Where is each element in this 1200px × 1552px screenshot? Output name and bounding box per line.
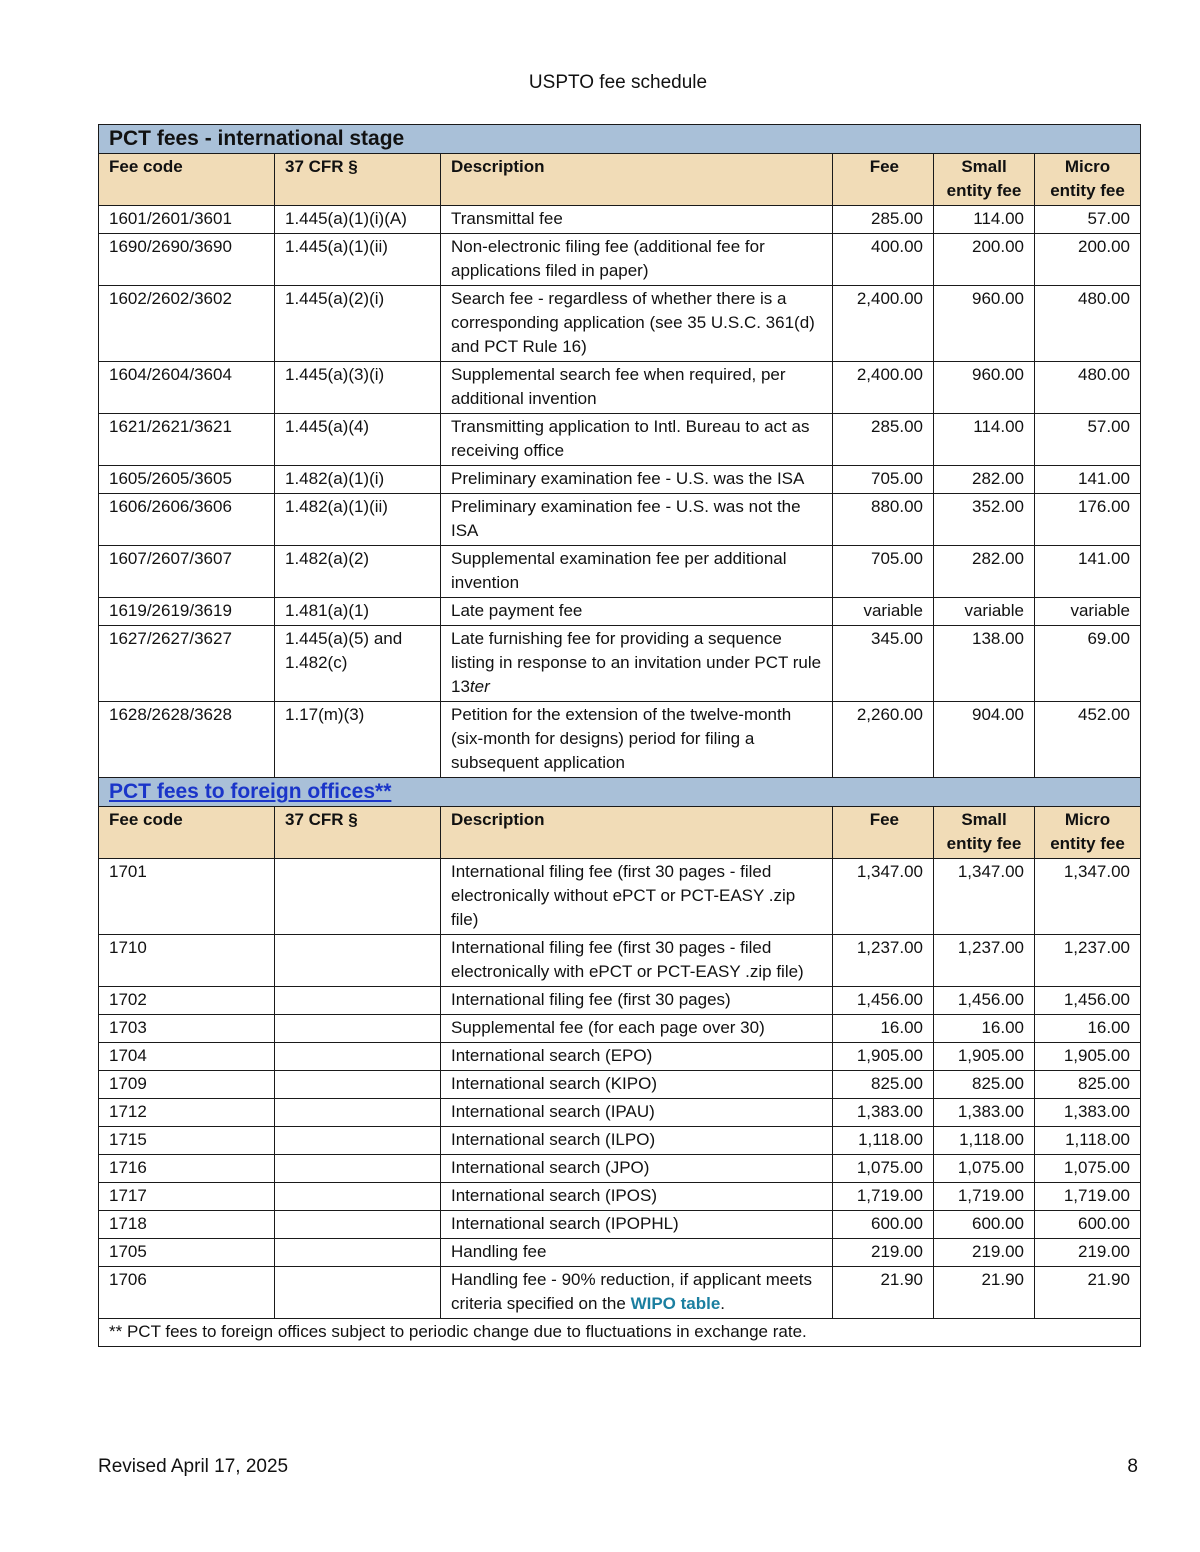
page-number: 8	[1127, 1456, 1138, 1477]
fee-table	[98, 124, 1141, 1347]
cell-fee-code: 1702	[99, 987, 275, 1015]
cell-micro-entity-fee: 1,237.00	[1035, 935, 1141, 987]
table-row	[99, 626, 1141, 702]
cell-small-entity-fee: 138.00	[934, 626, 1035, 702]
cell-micro-entity-fee: variable	[1035, 598, 1141, 626]
cell-cfr	[275, 1267, 441, 1319]
cell-micro-entity-fee: 1,719.00	[1035, 1183, 1141, 1211]
cell-micro-entity-fee: 21.90	[1035, 1267, 1141, 1319]
cell-description: Search fee - regardless of whether there is a corresponding application (see 35 U.S.C. 361(d) and PCT Rule 16)	[441, 286, 833, 362]
cell-small-entity-fee: 352.00	[934, 494, 1035, 546]
cell-fee: 21.90	[833, 1267, 934, 1319]
cell-small-entity-fee: 1,075.00	[934, 1155, 1035, 1183]
cell-description: International search (IPOPHL)	[441, 1211, 833, 1239]
table-row	[99, 1071, 1141, 1099]
table-row	[99, 1127, 1141, 1155]
table-row	[99, 286, 1141, 362]
page-title: USPTO fee schedule	[528, 72, 708, 93]
cell-cfr	[275, 1155, 441, 1183]
cell-cfr	[275, 859, 441, 935]
cell-description: International search (IPOS)	[441, 1183, 833, 1211]
cell-small-entity-fee: 1,905.00	[934, 1043, 1035, 1071]
footnote: ** PCT fees to foreign offices subject to periodic change due to fluctuations in exchange rate.	[99, 1319, 1141, 1347]
cell-fee-code: 1690/2690/3690	[99, 234, 275, 286]
cell-micro-entity-fee: 480.00	[1035, 362, 1141, 414]
cell-small-entity-fee: 1,383.00	[934, 1099, 1035, 1127]
cell-cfr: 1.445(a)(1)(ii)	[275, 234, 441, 286]
cell-small-entity-fee: 114.00	[934, 414, 1035, 466]
table-row	[99, 859, 1141, 935]
cell-description: Petition for the extension of the twelve-month (six-month for designs) period for filing a subsequent application	[441, 702, 833, 778]
cell-small-entity-fee: 114.00	[934, 206, 1035, 234]
desc-end: .	[720, 1294, 726, 1313]
section-header-foreign-offices	[99, 778, 1141, 807]
cell-fee: 705.00	[833, 466, 934, 494]
cell-description: International filing fee (first 30 pages - filed electronically with ePCT or PCT-EASY .zip file)	[441, 935, 833, 987]
col-micro-entity	[1035, 154, 1141, 206]
cell-description: International filing fee (first 30 pages - filed electronically without ePCT or PCT-EASY .zip file)	[441, 859, 833, 935]
cell-fee-code: 1717	[99, 1183, 275, 1211]
cell-description: Supplemental examination fee per additional invention	[441, 546, 833, 598]
table-row	[99, 362, 1141, 414]
cell-small-entity-fee: 1,237.00	[934, 935, 1035, 987]
cell-small-entity-fee: 282.00	[934, 466, 1035, 494]
wipo-table-link[interactable]: WIPO table	[630, 1294, 721, 1313]
cell-fee: 1,456.00	[833, 987, 934, 1015]
cell-micro-entity-fee: 1,905.00	[1035, 1043, 1141, 1071]
cell-fee: 285.00	[833, 206, 934, 234]
section-title-link[interactable]: PCT fees to foreign offices**	[109, 780, 392, 803]
cell-fee: 1,383.00	[833, 1099, 934, 1127]
cell-fee: 2,400.00	[833, 286, 934, 362]
cell-fee: 600.00	[833, 1211, 934, 1239]
table-row	[99, 466, 1141, 494]
cell-fee: 2,400.00	[833, 362, 934, 414]
cell-small-entity-fee: 1,347.00	[934, 859, 1035, 935]
cell-cfr	[275, 1239, 441, 1267]
cell-cfr	[275, 1015, 441, 1043]
table-row	[99, 1099, 1141, 1127]
desc-italic: ter	[469, 677, 490, 696]
col-small-entity	[934, 154, 1035, 206]
cell-description: Transmitting application to Intl. Bureau to act as receiving office	[441, 414, 833, 466]
cell-fee: 16.00	[833, 1015, 934, 1043]
col-fee: Fee	[833, 154, 934, 206]
table-row	[99, 935, 1141, 987]
cell-micro-entity-fee: 219.00	[1035, 1239, 1141, 1267]
cell-fee-code: 1705	[99, 1239, 275, 1267]
table-row	[99, 1267, 1141, 1319]
cell-small-entity-fee: variable	[934, 598, 1035, 626]
cell-micro-entity-fee: 480.00	[1035, 286, 1141, 362]
cell-fee: 345.00	[833, 626, 934, 702]
cell-cfr: 1.482(a)(1)(i)	[275, 466, 441, 494]
col-cfr: 37 CFR §	[275, 154, 441, 206]
cell-cfr: 1.445(a)(4)	[275, 414, 441, 466]
cell-cfr	[275, 626, 441, 702]
cell-description: International search (EPO)	[441, 1043, 833, 1071]
cell-cfr	[275, 1183, 441, 1211]
cell-fee: variable	[833, 598, 934, 626]
cell-cfr	[275, 1043, 441, 1071]
cell-small-entity-fee: 282.00	[934, 546, 1035, 598]
cell-fee: 219.00	[833, 1239, 934, 1267]
cell-cfr: 1.445(a)(1)(i)(A)	[275, 206, 441, 234]
col-small-line1: Small	[961, 810, 1007, 829]
cell-small-entity-fee: 21.90	[934, 1267, 1035, 1319]
cell-description: Non-electronic filing fee (additional fee for applications filed in paper)	[441, 234, 833, 286]
table-row	[99, 546, 1141, 598]
cell-fee-code: 1627/2627/3627	[99, 626, 275, 702]
cell-fee-code: 1703	[99, 1015, 275, 1043]
column-header-row	[99, 807, 1141, 859]
column-header-row	[99, 154, 1141, 206]
cell-small-entity-fee: 16.00	[934, 1015, 1035, 1043]
cell-micro-entity-fee: 1,075.00	[1035, 1155, 1141, 1183]
cell-fee: 1,237.00	[833, 935, 934, 987]
cell-fee-code: 1628/2628/3628	[99, 702, 275, 778]
cell-fee: 1,347.00	[833, 859, 934, 935]
cell-fee-code: 1715	[99, 1127, 275, 1155]
cell-description: Handling fee	[441, 1239, 833, 1267]
col-cfr: 37 CFR §	[275, 807, 441, 859]
cell-micro-entity-fee: 452.00	[1035, 702, 1141, 778]
cell-small-entity-fee: 600.00	[934, 1211, 1035, 1239]
cell-cfr	[275, 935, 441, 987]
table-row	[99, 206, 1141, 234]
col-small-line1: Small	[961, 157, 1007, 176]
col-fee-code: Fee code	[99, 154, 275, 206]
cell-fee-code: 1706	[99, 1267, 275, 1319]
cell-micro-entity-fee: 600.00	[1035, 1211, 1141, 1239]
cell-description: International filing fee (first 30 pages)	[441, 987, 833, 1015]
cell-fee-code: 1621/2621/3621	[99, 414, 275, 466]
cell-cfr	[275, 1127, 441, 1155]
table-row	[99, 1239, 1141, 1267]
cell-description: International search (KIPO)	[441, 1071, 833, 1099]
section-header-international-stage	[99, 125, 1141, 154]
cell-fee-code: 1605/2605/3605	[99, 466, 275, 494]
cell-micro-entity-fee: 825.00	[1035, 1071, 1141, 1099]
cell-fee-code: 1704	[99, 1043, 275, 1071]
table-row	[99, 702, 1141, 778]
cell-fee: 1,118.00	[833, 1127, 934, 1155]
cell-fee: 1,075.00	[833, 1155, 934, 1183]
table-row	[99, 234, 1141, 286]
cell-micro-entity-fee: 176.00	[1035, 494, 1141, 546]
cell-micro-entity-fee: 1,383.00	[1035, 1099, 1141, 1127]
cell-fee: 825.00	[833, 1071, 934, 1099]
cell-fee-code: 1601/2601/3601	[99, 206, 275, 234]
cell-small-entity-fee: 1,118.00	[934, 1127, 1035, 1155]
cell-fee-code: 1710	[99, 935, 275, 987]
col-small-line2: entity fee	[946, 834, 1022, 853]
cell-description: Supplemental fee (for each page over 30)	[441, 1015, 833, 1043]
cell-description: International search (IPAU)	[441, 1099, 833, 1127]
cell-description: Preliminary examination fee - U.S. was the ISA	[441, 466, 833, 494]
cell-micro-entity-fee: 141.00	[1035, 466, 1141, 494]
table-row	[99, 494, 1141, 546]
table-row	[99, 1043, 1141, 1071]
cfr-line2: 1.482(c)	[285, 653, 348, 672]
cell-small-entity-fee: 1,719.00	[934, 1183, 1035, 1211]
cell-micro-entity-fee: 57.00	[1035, 206, 1141, 234]
cell-micro-entity-fee: 1,456.00	[1035, 987, 1141, 1015]
col-micro-line2: entity fee	[1050, 834, 1125, 853]
revised-date: Revised April 17, 2025	[98, 1456, 289, 1477]
cell-micro-entity-fee: 1,118.00	[1035, 1127, 1141, 1155]
cell-micro-entity-fee: 141.00	[1035, 546, 1141, 598]
cell-micro-entity-fee: 1,347.00	[1035, 859, 1141, 935]
col-micro-line1: Micro	[1064, 157, 1111, 176]
table-row	[99, 1155, 1141, 1183]
cell-cfr: 1.482(a)(1)(ii)	[275, 494, 441, 546]
cell-description	[441, 1267, 833, 1319]
cell-small-entity-fee: 1,456.00	[934, 987, 1035, 1015]
cell-micro-entity-fee: 16.00	[1035, 1015, 1141, 1043]
cell-fee: 400.00	[833, 234, 934, 286]
cell-cfr: 1.445(a)(2)(i)	[275, 286, 441, 362]
table-row	[99, 598, 1141, 626]
cell-description: Preliminary examination fee - U.S. was not the ISA	[441, 494, 833, 546]
col-micro-entity	[1035, 807, 1141, 859]
cell-fee-code: 1716	[99, 1155, 275, 1183]
cell-fee-code: 1709	[99, 1071, 275, 1099]
cell-cfr: 1.482(a)(2)	[275, 546, 441, 598]
cell-micro-entity-fee: 200.00	[1035, 234, 1141, 286]
cell-small-entity-fee: 219.00	[934, 1239, 1035, 1267]
col-micro-line1: Micro	[1064, 810, 1111, 829]
cell-description: Transmittal fee	[441, 206, 833, 234]
section-title: PCT fees - international stage	[99, 125, 1141, 154]
footnote-row	[99, 1319, 1141, 1347]
cell-cfr	[275, 1099, 441, 1127]
cfr-line1: 1.445(a)(5) and	[285, 629, 403, 648]
cell-fee: 705.00	[833, 546, 934, 598]
cell-description: Supplemental search fee when required, per additional invention	[441, 362, 833, 414]
cell-fee: 2,260.00	[833, 702, 934, 778]
cell-cfr	[275, 987, 441, 1015]
cell-description: Late payment fee	[441, 598, 833, 626]
cell-description: International search (JPO)	[441, 1155, 833, 1183]
col-small-line2: entity fee	[946, 181, 1022, 200]
cell-fee-code: 1604/2604/3604	[99, 362, 275, 414]
cell-fee-code: 1701	[99, 859, 275, 935]
cell-description: International search (ILPO)	[441, 1127, 833, 1155]
cell-fee: 1,905.00	[833, 1043, 934, 1071]
cell-fee-code: 1606/2606/3606	[99, 494, 275, 546]
table-row	[99, 1183, 1141, 1211]
cell-small-entity-fee: 960.00	[934, 362, 1035, 414]
cell-cfr: 1.445(a)(3)(i)	[275, 362, 441, 414]
cell-fee-code: 1712	[99, 1099, 275, 1127]
cell-small-entity-fee: 200.00	[934, 234, 1035, 286]
col-description: Description	[441, 154, 833, 206]
cell-fee-code: 1607/2607/3607	[99, 546, 275, 598]
cell-cfr: 1.481(a)(1)	[275, 598, 441, 626]
cell-fee-code: 1619/2619/3619	[99, 598, 275, 626]
desc-text: Handling fee - 90% reduction, if applicant meets criteria specified on the	[451, 1270, 812, 1313]
table-row	[99, 414, 1141, 466]
cell-micro-entity-fee: 69.00	[1035, 626, 1141, 702]
col-small-entity	[934, 807, 1035, 859]
table-row	[99, 1211, 1141, 1239]
cell-fee: 1,719.00	[833, 1183, 934, 1211]
cell-micro-entity-fee: 57.00	[1035, 414, 1141, 466]
cell-description	[441, 626, 833, 702]
col-fee: Fee	[833, 807, 934, 859]
cell-fee: 880.00	[833, 494, 934, 546]
cell-fee-code: 1602/2602/3602	[99, 286, 275, 362]
cell-fee: 285.00	[833, 414, 934, 466]
col-micro-line2: entity fee	[1050, 181, 1125, 200]
cell-small-entity-fee: 904.00	[934, 702, 1035, 778]
desc-text: Late furnishing fee for providing a sequence listing in response to an invitation under PCT rule 13	[451, 629, 822, 696]
cell-cfr	[275, 1211, 441, 1239]
col-fee-code: Fee code	[99, 807, 275, 859]
section-title-cell	[99, 778, 1141, 807]
cell-small-entity-fee: 825.00	[934, 1071, 1035, 1099]
cell-cfr: 1.17(m)(3)	[275, 702, 441, 778]
cell-cfr	[275, 1071, 441, 1099]
cell-fee-code: 1718	[99, 1211, 275, 1239]
table-row	[99, 1015, 1141, 1043]
table-row	[99, 987, 1141, 1015]
cell-small-entity-fee: 960.00	[934, 286, 1035, 362]
col-description: Description	[441, 807, 833, 859]
